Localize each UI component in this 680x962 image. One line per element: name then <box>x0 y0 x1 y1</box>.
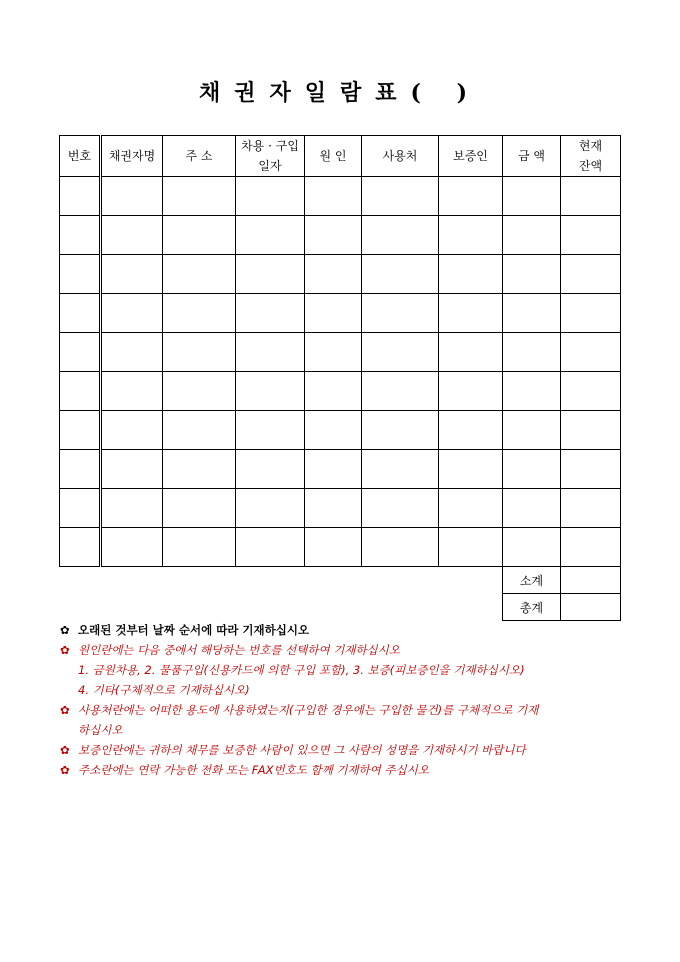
cell-number[interactable] <box>60 489 101 528</box>
instructions <box>60 620 660 780</box>
cell-usage[interactable] <box>362 177 439 216</box>
flower-bullet-icon: ✿ <box>60 623 70 637</box>
cell-address[interactable] <box>163 372 236 411</box>
note-usage-continued: 하십시오 <box>78 723 123 737</box>
cell-amount[interactable] <box>503 411 561 450</box>
creditor-table <box>59 135 621 621</box>
cell-address[interactable] <box>163 411 236 450</box>
cell-amount[interactable] <box>503 333 561 372</box>
cell-creditor-name[interactable] <box>101 294 163 333</box>
cell-number[interactable] <box>60 177 101 216</box>
total-value[interactable] <box>561 594 621 621</box>
total-label: 총계 <box>503 594 561 621</box>
cell-cause[interactable] <box>305 411 362 450</box>
cell-balance[interactable] <box>561 333 621 372</box>
cell-date[interactable] <box>236 450 305 489</box>
note-main <box>60 620 660 640</box>
cell-cause[interactable] <box>305 489 362 528</box>
cell-amount[interactable] <box>503 450 561 489</box>
cell-address[interactable] <box>163 333 236 372</box>
header-address: 주 소 <box>163 136 236 177</box>
note-usage-text: 사용처란에는 어떠한 용도에 사용하였는지(구입한 경우에는 구입한 물건)를 구체적으로 기재 <box>78 703 539 717</box>
cell-cause[interactable] <box>305 372 362 411</box>
cell-amount[interactable] <box>503 489 561 528</box>
table-row <box>60 333 621 372</box>
note-guarantor-text: 보증인란에는 귀하의 채무를 보증한 사람이 있으면 그 사람의 성명을 기재하시기 바랍니다 <box>78 743 526 757</box>
note-address-text: 주소란에는 연락 가능한 전화 또는 FAX번호도 함께 기재하여 주십시오 <box>78 763 429 777</box>
note-cause-text: 원인란에는 다음 중에서 해당하는 번호를 선택하여 기재하십시오 <box>78 643 400 657</box>
cell-creditor-name[interactable] <box>101 489 163 528</box>
cell-cause[interactable] <box>305 255 362 294</box>
cell-balance[interactable] <box>561 528 621 567</box>
cell-cause[interactable] <box>305 294 362 333</box>
header-cause: 원 인 <box>305 136 362 177</box>
total-row <box>60 594 621 621</box>
cell-balance[interactable] <box>561 489 621 528</box>
cell-balance[interactable] <box>561 372 621 411</box>
cell-date[interactable] <box>236 528 305 567</box>
cell-cause[interactable] <box>305 528 362 567</box>
cell-cause[interactable] <box>305 177 362 216</box>
cell-date[interactable] <box>236 255 305 294</box>
cell-address[interactable] <box>163 450 236 489</box>
table-row <box>60 528 621 567</box>
note-address <box>60 760 660 780</box>
cell-number[interactable] <box>60 372 101 411</box>
cell-guarantor[interactable] <box>439 489 503 528</box>
cell-date[interactable] <box>236 177 305 216</box>
cell-balance[interactable] <box>561 177 621 216</box>
cell-amount[interactable] <box>503 255 561 294</box>
cell-address[interactable] <box>163 216 236 255</box>
header-number: 번호 <box>60 136 101 177</box>
subtotal-spacer <box>60 567 503 594</box>
cell-balance[interactable] <box>561 255 621 294</box>
header-guarantor: 보증인 <box>439 136 503 177</box>
cell-number[interactable] <box>60 294 101 333</box>
note-main-text: 오래된 것부터 날짜 순서에 따라 기재하십시오 <box>78 623 310 637</box>
cell-usage[interactable] <box>362 411 439 450</box>
table-row <box>60 372 621 411</box>
note-cause-options-2: 4. 기타(구체적으로 기재하십시오) <box>78 683 250 697</box>
table-row <box>60 489 621 528</box>
header-balance-text: 현재 잔액 <box>578 139 603 173</box>
flower-bullet-icon: ✿ <box>60 743 70 757</box>
cell-usage[interactable] <box>362 294 439 333</box>
total-spacer <box>60 594 503 621</box>
cell-cause[interactable] <box>305 333 362 372</box>
cell-guarantor[interactable] <box>439 528 503 567</box>
cell-cause[interactable] <box>305 216 362 255</box>
cell-guarantor[interactable] <box>439 411 503 450</box>
cell-number[interactable] <box>60 450 101 489</box>
cell-creditor-name[interactable] <box>101 255 163 294</box>
cell-date[interactable] <box>236 489 305 528</box>
cell-number[interactable] <box>60 411 101 450</box>
cell-amount[interactable] <box>503 372 561 411</box>
table-row <box>60 216 621 255</box>
cell-balance[interactable] <box>561 294 621 333</box>
table-header-row <box>60 136 621 177</box>
subtotal-value[interactable] <box>561 567 621 594</box>
table-row <box>60 294 621 333</box>
cell-address[interactable] <box>163 255 236 294</box>
cell-usage[interactable] <box>362 255 439 294</box>
header-usage: 사용처 <box>362 136 439 177</box>
header-creditor-name: 채권자명 <box>101 136 163 177</box>
cell-number[interactable] <box>60 333 101 372</box>
cell-creditor-name[interactable] <box>101 411 163 450</box>
cell-number[interactable] <box>60 216 101 255</box>
cell-creditor-name[interactable] <box>101 177 163 216</box>
table-row <box>60 177 621 216</box>
cell-date[interactable] <box>236 411 305 450</box>
cell-address[interactable] <box>163 489 236 528</box>
cell-guarantor[interactable] <box>439 294 503 333</box>
cell-usage[interactable] <box>362 216 439 255</box>
table-row <box>60 255 621 294</box>
table-row <box>60 450 621 489</box>
cell-number[interactable] <box>60 255 101 294</box>
cell-usage[interactable] <box>362 333 439 372</box>
cell-guarantor[interactable] <box>439 255 503 294</box>
subtotal-label: 소계 <box>503 567 561 594</box>
subtotal-row <box>60 567 621 594</box>
cell-number[interactable] <box>60 528 101 567</box>
cell-balance[interactable] <box>561 411 621 450</box>
cell-guarantor[interactable] <box>439 216 503 255</box>
header-amount: 금 액 <box>503 136 561 177</box>
note-cause <box>60 640 660 660</box>
cell-usage[interactable] <box>362 450 439 489</box>
cell-guarantor[interactable] <box>439 333 503 372</box>
header-date-text: 차용 · 구입 일자 <box>241 139 299 173</box>
header-date <box>236 136 305 177</box>
cell-usage[interactable] <box>362 528 439 567</box>
cell-address[interactable] <box>163 528 236 567</box>
cell-date[interactable] <box>236 294 305 333</box>
cell-date[interactable] <box>236 372 305 411</box>
cell-creditor-name[interactable] <box>101 450 163 489</box>
note-guarantor <box>60 740 660 760</box>
cell-date[interactable] <box>236 216 305 255</box>
cell-address[interactable] <box>163 177 236 216</box>
cell-guarantor[interactable] <box>439 177 503 216</box>
cell-creditor-name[interactable] <box>101 216 163 255</box>
note-cause-options-1: 1. 금원차용, 2. 물품구입(신용카드에 의한 구입 포함), 3. 보증(피보증인을 기재하십시오) <box>78 663 525 677</box>
cell-amount[interactable] <box>503 216 561 255</box>
cell-date[interactable] <box>236 333 305 372</box>
flower-bullet-icon: ✿ <box>60 703 70 717</box>
page-title: 채권자일람표( ) <box>199 80 481 106</box>
cell-creditor-name[interactable] <box>101 372 163 411</box>
flower-bullet-icon: ✿ <box>60 763 70 777</box>
cell-amount[interactable] <box>503 528 561 567</box>
cell-address[interactable] <box>163 294 236 333</box>
cell-amount[interactable] <box>503 177 561 216</box>
cell-usage[interactable] <box>362 489 439 528</box>
cell-creditor-name[interactable] <box>101 528 163 567</box>
cell-balance[interactable] <box>561 216 621 255</box>
note-usage <box>60 700 660 720</box>
cell-amount[interactable] <box>503 294 561 333</box>
cell-guarantor[interactable] <box>439 450 503 489</box>
cell-cause[interactable] <box>305 450 362 489</box>
flower-bullet-icon: ✿ <box>60 643 70 657</box>
cell-balance[interactable] <box>561 450 621 489</box>
table-row <box>60 411 621 450</box>
cell-usage[interactable] <box>362 372 439 411</box>
header-balance <box>561 136 621 177</box>
cell-creditor-name[interactable] <box>101 333 163 372</box>
cell-guarantor[interactable] <box>439 372 503 411</box>
